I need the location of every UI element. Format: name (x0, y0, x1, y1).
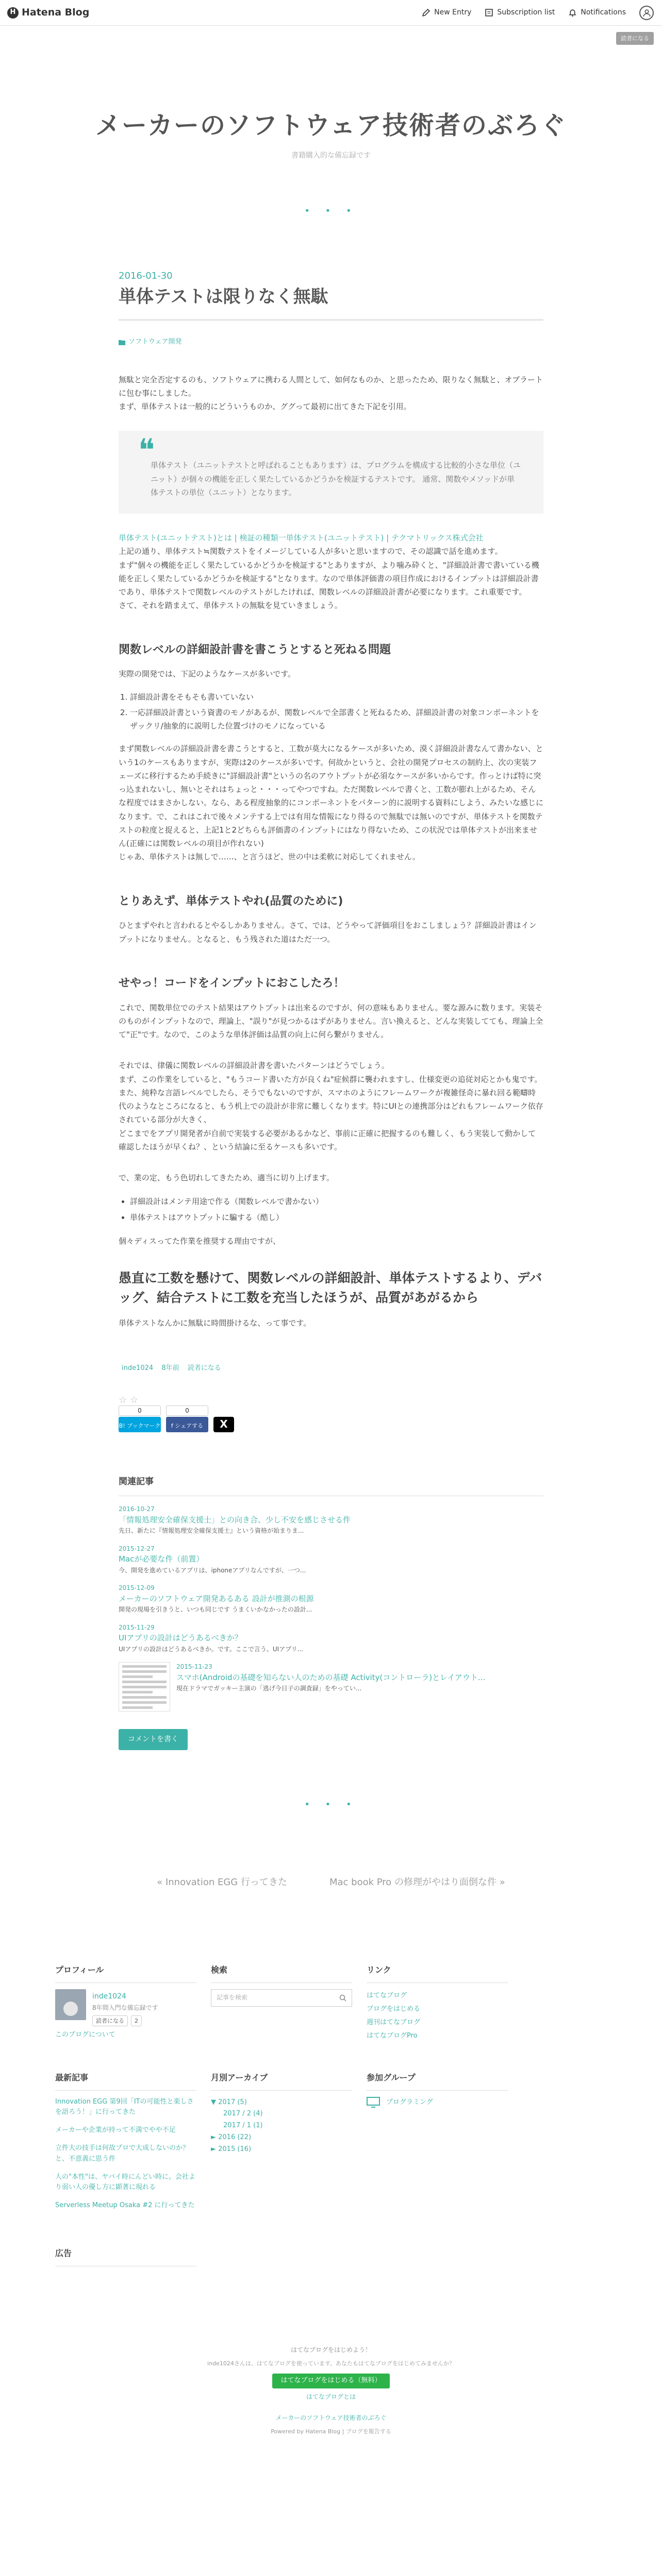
share-buttons (119, 1406, 543, 1432)
blog-description: 書籍購入的な備忘録です (291, 151, 371, 160)
related-date: 2016-10-27 (119, 1505, 155, 1513)
blog-header (0, 43, 662, 250)
related-item (119, 1583, 543, 1614)
link-item[interactable]: はてなブログPro (367, 2031, 418, 2040)
start-blog-button[interactable]: はてなブログをはじめる（無料） (272, 2374, 389, 2388)
notifications-label: Notifications (581, 8, 626, 17)
monitor-icon (367, 2097, 380, 2108)
search-icon[interactable] (339, 1994, 346, 2002)
module-title: リンク (367, 1963, 508, 1983)
separator-dots: • • • (304, 206, 358, 217)
profile-name[interactable]: inde1024 (92, 1992, 126, 2001)
user-menu-icon[interactable] (639, 6, 654, 20)
related-entries (119, 1475, 543, 1750)
archive-month (211, 2120, 352, 2132)
follow-reader-button[interactable]: 読者になる (92, 2015, 128, 2026)
recent-entry-link[interactable]: Serverless Meetup Osaka #2 に行ってきた (55, 2201, 195, 2210)
paragraph: どこまでをアプリ開発者が自前で実装する必要があるかなど、事前に正確に把握するのも難しく、もう実装して動かして確認したほうが早くね？、という結論に至るケースも多いです。 (119, 1128, 536, 1151)
paragraph: まず関数レベルの詳細設計書を書こうとすると、工数が莫大になるケースが多いため、漠く詳細設計書なんて書かない、という1のケースもありますが、実際は2のケースが多いです。何故かというと、会社の開発プロセスの制約上、次の実装フェーズに移行するため手続きに"詳細設計書"というの名のアウトプットが必須なケースが多いからです。作っとけば特に突っ込まれないし、無いとそれはちょっと・・・ってやつですね。ただ関数レベルで書くと、工数が膨れ上がるため、そんな程度ではまさかしない。なら、ある程度抽象的にコンポーネントをパターン的に説明する資料にしよう、みたいな感じになります。で、これはこれで後々メンテする上では有用な情報になり得るので無駄では無いのですが、単体テストを関数テストの粒度と捉えると、上記1と2どちらも評価書のインプットにはなり得ないため、この状況では単体テストが出来ません(正確には関数レベルの項目が作れない) (119, 744, 543, 849)
folder-icon (119, 340, 125, 345)
main-content (119, 250, 543, 1750)
avatar[interactable] (55, 1989, 86, 2020)
module-title: 広告 (55, 2246, 196, 2266)
hatena-logo-icon: H (7, 7, 19, 19)
archive-year-2015[interactable]: ► 2015 (16) (211, 2145, 252, 2153)
paragraph: まず"個々の機能を正しく果たしているかどうかを検証する"とありますが、より噛み砕くと、"詳細設計書で書いている機能を正しく果たしているかどうかを検証する"となります。なので単体評価書の項目作成におけるインプットは詳細設計書であり、単体テストで関数レベルのテストがしたければ、関数レベルの詳細設計書が必要になります。これ重要です。 (119, 560, 539, 597)
section-heading: とりあえず、単体テストやれ(品質のために) (119, 894, 343, 908)
related-summary: UIアプリの設計はどうあるべきか。です。ここで言う、UIアプリ... (119, 1645, 304, 1653)
recent-entry-link[interactable]: メーカーや企業が持って不満でやや不足 (55, 2126, 176, 2134)
pencil-icon (422, 8, 431, 17)
related-date: 2015-12-27 (119, 1545, 155, 1552)
reader-button-row (0, 26, 662, 43)
footer-lead: はてなブログをはじめよう！ (290, 2346, 371, 2354)
search-placeholder: 記事を検索 (217, 1994, 248, 2002)
link-item[interactable]: ブログをはじめる (367, 2005, 421, 2013)
paragraph: 個々ディスってた作業を推奨する理由ですが、 (119, 1236, 280, 1246)
facebook-share-button[interactable] (166, 1406, 208, 1432)
numbered-list (130, 690, 543, 733)
archive-year-2017[interactable]: ▼ 2017 (5) (211, 2098, 247, 2106)
section-heading: 関数レベルの詳細設計書を書こうとすると死ねる問題 (119, 643, 391, 656)
related-summary: 先日、新たに『情報処理安全確保支援士』という資格が始まりま... (119, 1527, 304, 1535)
subscription-list-button[interactable] (485, 6, 555, 19)
paragraph: それでは、律儀に関数レベルの詳細設計書を書いたパターンはどうでしょう。 (119, 1061, 389, 1071)
related-item (119, 1504, 543, 1535)
footer-about-row (0, 2392, 662, 2402)
source-link-block (119, 531, 543, 545)
recent-entry-link[interactable]: 人の"本性"は、ヤバイ時にんどい時に。会社より弱い人の優し方に顕著に現れる (55, 2173, 195, 2192)
related-title-link[interactable]: スマホ(Androidの基礎を知らない人のための基礎 Activity(コントローラ)とレイアウト... (176, 1672, 486, 1682)
author-link[interactable]: inde1024 (122, 1364, 154, 1372)
list-item: • 詳細設計はメンテ用途で作る（関数レベルで書かない） (130, 1195, 543, 1208)
paragraph: さて、それを踏まえて、単体テストの無駄を見ていきましょう。 (119, 601, 342, 611)
related-date: 2015-11-29 (119, 1623, 155, 1631)
recent-entries-module (55, 2071, 196, 2218)
prev-entry-link[interactable]: « Innovation EGG 行ってきた (157, 1877, 287, 1888)
related-summary: 開発の現場を引きうと、いつも同じです うまくいかなかったの設計... (119, 1606, 312, 1614)
paragraph: 無駄と完全否定するのも、ソフトウェアに携わる人間として、如何なものか、と思ったため、限りなく無駄と、オブラートに包む事にしました。 (119, 375, 543, 398)
ad-module (55, 2246, 196, 2273)
paragraph: 単体テストなんかに無駄に時間掛けるな、って事です。 (119, 1318, 311, 1328)
related-item (119, 1544, 543, 1575)
quote-text: 単体テスト（ユニットテストと呼ばれることもあります）は、プログラムを構成する比較的小さな単位（ユニット）が個々の機能を正しく果たしているかどうかを検証するテストです。 通常、関数やメソッドが単体テストの単位（ユニット）となります。 (151, 461, 521, 497)
title-divider (119, 319, 543, 321)
notifications-button[interactable] (568, 6, 626, 19)
blog-title[interactable]: メーカーのソフトウェア技術者のぶろぐ (95, 111, 567, 140)
reader-link[interactable]: 読者になる (187, 1364, 221, 1372)
entry-title[interactable]: 単体テストは限りなく無駄 (119, 286, 328, 308)
related-item (119, 1623, 543, 1654)
module-title: 参加グループ (367, 2071, 508, 2091)
section-heading: せやっ！コードをインプットにおこしたろ！ (119, 976, 345, 990)
entry-category[interactable] (119, 336, 543, 348)
entry-content (119, 373, 543, 1330)
profile-module (55, 1963, 196, 2043)
subscribe-reader-button[interactable]: 読者になる (616, 32, 654, 45)
profile-description: 8年間入門な備忘録です (92, 2004, 158, 2012)
search-input[interactable] (211, 1989, 352, 2007)
blog-owner-link[interactable]: メーカーのソフトウェア技術者のぶろぐ (275, 2414, 387, 2422)
paragraph: で、業の定、もう色切れしてきたため、適当に切り上げます。 (119, 1173, 334, 1183)
powered-by: Powered by Hatena Blog | ブログを報告する (271, 2428, 391, 2435)
link-item[interactable]: はてなブログ (367, 1991, 407, 1999)
list-item: 2. 一応詳細設計書という資書のモノがあるが、関数レベルで全部書くと死ねるため、詳細設計書の対象コンポーネントをザックリ/抽象的に説明した位置づけのモノになっている (130, 706, 543, 733)
new-entry-button[interactable] (422, 6, 471, 19)
global-header (0, 0, 662, 26)
hatena-bookmark-button[interactable] (119, 1406, 161, 1432)
sidebar-modules (55, 1963, 607, 2273)
related-title-link[interactable]: 「情報処理安全確保支援士」との向き合、少し不安を感じさせる件 (119, 1515, 351, 1525)
related-title-link[interactable]: UIアプリの設計はどうあるべきか？ (119, 1633, 242, 1643)
blockquote (119, 431, 543, 514)
footer-invite: inde1024さんは、はてなブログを使っています。あなたもはてなブログをはじめてみませんか？ (207, 2360, 455, 2367)
module-title: プロフィール (55, 1963, 196, 1983)
pager (0, 1874, 662, 1891)
list-item: • 単体テストはアウトプットに騙する（酷し） (130, 1211, 543, 1224)
paragraph: じゃあ、単体テストは無しで……、と言うほど、世の中は柔軟に対応してくれません。 (119, 852, 420, 862)
paragraph: まず、単体テストは一般的にどういうものか、ググって最初に出てきた下記を引用。 (119, 402, 411, 412)
module-title: 検索 (211, 1963, 352, 1983)
search-module (211, 1963, 352, 2043)
conclusion-heading: 愚直に工数を懸けて、関数レベルの詳細設計、単体テストするより、デバッグ、結合テストに工数を充当したほうが、品質があがるから (119, 1270, 542, 1305)
bookmark-count: 0 (119, 1405, 161, 1416)
related-thumbnail[interactable] (119, 1662, 170, 1711)
paragraph: これで、関数単位でのテスト結果はアウトプットは出来るのですが、何の意味もありません。要な源みに数ります。実装そのものがインプットなので、理論上、"誤り"が見つかるはずがありません。言い換えると、どんな実装してても、理論上全て"正"です。なので、このような単体評価は品質の向上に何ら繋がりません。 (119, 1003, 543, 1040)
paragraph: 上記の通り、単体テスト≒関数テストをイメージしている人が多いと思いますので、その認識で話を進めます。 (119, 547, 503, 556)
quote-icon: ❝ (138, 432, 155, 469)
entry-ago-link[interactable]: 8年前 (161, 1364, 179, 1372)
entry (119, 250, 543, 1750)
group-link[interactable]: プログラミング (386, 2098, 433, 2106)
module-title: 最新記事 (55, 2071, 196, 2091)
separator-dots: • • • (304, 1799, 358, 1810)
subscription-label: Subscription list (497, 8, 555, 17)
paragraph: ひとまずやれと言われるとやるしかありません。さて、では、どうやって評価項目をおこしましょう？詳細設計書はインプットになりません。となると、もう残された道はただ一つ。 (119, 921, 537, 944)
spacer (119, 1154, 543, 1171)
new-entry-label: New Entry (434, 8, 472, 17)
archive-module (211, 2071, 352, 2218)
module-title: 月別アーカイブ (211, 2071, 352, 2091)
follow-buttons (92, 2015, 158, 2026)
related-item-with-thumbnail (119, 1662, 543, 1711)
footer-owner-row (0, 2413, 662, 2424)
related-summary: 現在ドラマでガッキー主演の「逃げ今日子の調査録」をやってい... (176, 1685, 362, 1692)
write-comment-button[interactable]: コメントを書く (119, 1729, 188, 1750)
next-entry-link[interactable]: Mac book Pro の修理がやはり面倒な件 » (329, 1877, 505, 1888)
entry-date[interactable]: 2016-01-30 (119, 270, 173, 281)
category-label: ソフトウェア開発 (128, 337, 182, 346)
paragraph: まず、この作業をしていると、"もうコード書いた方が良くね"症候群に襲われますし、仕様変更の追従対応とかも鬼です。また、純粋な言語レベルでしたら、そうでもないのですが、スマホのようにフレームワークが複雑怪奇に暴れ回る範疇時代のようなところになると、もう机上での設計が非常に難しくなります。特にUIとの連携部分はどれもフレームワーク依存されている部分が大きく、 (119, 1074, 543, 1125)
related-title-link[interactable]: メーカーのソフトウェア開発あるある 設計が推測の根源 (119, 1594, 314, 1603)
related-item (176, 1662, 485, 1711)
logo-text: Hatena Blog (22, 6, 90, 18)
hatena-blog-logo[interactable] (7, 4, 89, 21)
profile (55, 1989, 196, 2027)
archive-month (211, 2108, 352, 2120)
about-hatena-blog-link[interactable]: はてなブログとは (306, 2393, 356, 2401)
link-item[interactable]: 週刊はてなブログ (367, 2018, 421, 2026)
header-menu (422, 6, 654, 20)
recent-entry-link[interactable]: 立件大の技手は何故プロで大成しないのか？と、不意義に思う件 (55, 2144, 190, 2163)
groups-module (367, 2071, 508, 2218)
related-date: 2015-11-23 (176, 1663, 212, 1671)
related-summary: 今、開発を進めているアプリは、iphoneアプリなんですが、一つ... (119, 1566, 306, 1574)
site-footer (0, 2345, 662, 2457)
recent-entry-link[interactable]: Innovation EGG 第9回「ITの可能性と楽しさを語ろう！」に行ってきた (55, 2097, 194, 2116)
archive-month-link[interactable]: 2017 / 2 (4) (223, 2110, 263, 2118)
bookmark-label: B! ブックマーク (119, 1422, 161, 1430)
spacer (119, 1041, 543, 1059)
follow-count: 2 (131, 2015, 142, 2026)
paragraph: 実際の開発では、下記のようなケースが多いです。 (119, 669, 296, 679)
facebook-label: f シェアする (171, 1422, 204, 1430)
add-star-icon[interactable]: ☆ ☆ (119, 1395, 138, 1406)
links-module (367, 1963, 508, 2043)
group-item (367, 2097, 508, 2109)
related-title-link[interactable]: Macが必要な件（前置） (119, 1554, 204, 1564)
list-item: 1. 詳細設計書をそもそも書いていない (130, 690, 543, 704)
related-heading: 関連記事 (119, 1475, 543, 1497)
archive-year-2016[interactable]: ► 2016 (22) (211, 2133, 252, 2141)
list-icon (485, 8, 493, 17)
bullet-list (130, 1195, 543, 1224)
related-date: 2015-12-09 (119, 1584, 155, 1592)
x-share-button[interactable]: X (213, 1417, 234, 1432)
source-link[interactable]: 単体テスト(ユニットテスト)とは | 検証の種類一単体テスト(ユニットテスト) | テクマトリックス株式会社 (119, 533, 484, 543)
bell-icon (568, 8, 577, 17)
entry-footer (119, 1363, 543, 1375)
facebook-count: 0 (166, 1405, 208, 1416)
archive-month-link[interactable]: 2017 / 1 (1) (223, 2122, 263, 2130)
about-blog-link[interactable]: このブログについて (55, 2031, 115, 2039)
